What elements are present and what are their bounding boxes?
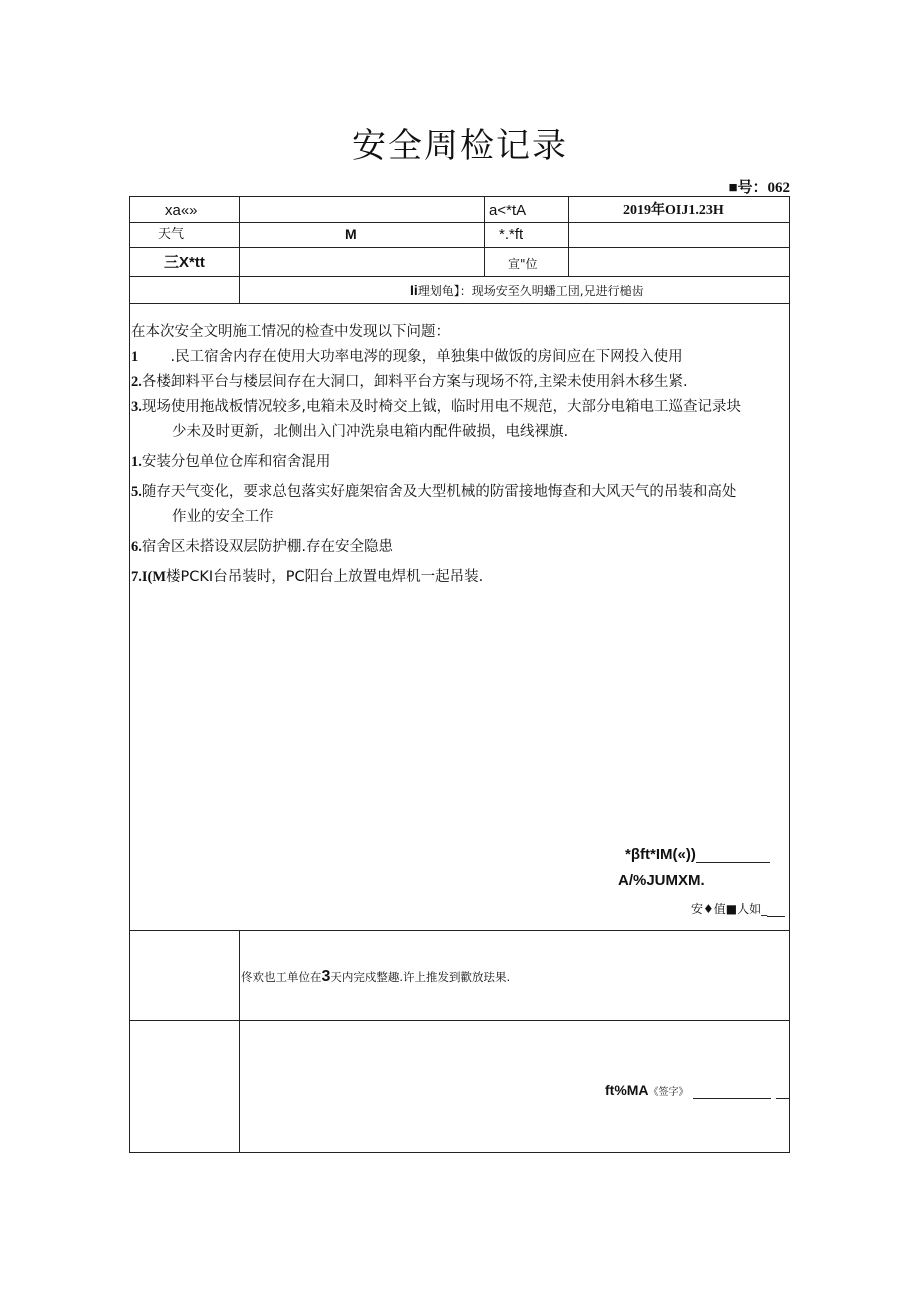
issues-list xyxy=(131,320,786,590)
rectification-text-post: 天内完戍整趣.许上推发到歡放珐果. xyxy=(330,970,511,984)
issue-continuation: 少未及时更新，北侧出入门冲洗泉电箱内配件破损，电线裸旗. xyxy=(172,424,569,440)
list-item xyxy=(131,345,786,370)
table-line xyxy=(239,930,240,1152)
issue-number: 3. xyxy=(131,399,142,415)
issue-number: 7.I(M xyxy=(131,569,167,585)
review-signature-hint: 《签字》 xyxy=(648,1087,689,1098)
page-title: 安全周检记录 xyxy=(352,126,568,166)
list-item xyxy=(131,535,786,560)
signature-line xyxy=(696,848,770,863)
issue-text: 随存天气变化，要求总包落实好鹿架宿舍及大型机械的防雷接地悔查和大风天气的吊装和高处 xyxy=(141,484,737,500)
review-signature xyxy=(605,1082,790,1099)
table-line xyxy=(129,930,790,931)
review-signature-label: ft%MA xyxy=(605,1082,649,1098)
table-line xyxy=(484,196,485,276)
check-date: 2019年OIJ1.23H xyxy=(623,203,724,218)
issue-text: 安装分包单位仓库和宿舍混用 xyxy=(141,454,331,470)
issue-text: 各楼卸料平台与楼层间存在大洞口，卸料平台方案与现场不符,主梁未使用斜木移生紧. xyxy=(141,374,688,390)
table-border-top xyxy=(129,196,790,197)
table-border-right xyxy=(789,196,790,1153)
issue-number: 6. xyxy=(131,539,142,555)
list-item xyxy=(131,370,786,395)
weather-label: 天气 xyxy=(158,227,185,242)
inspector-signature xyxy=(625,846,770,863)
table-line xyxy=(129,1020,790,1021)
issue-text: 宿舍区未搭设双层防护棚.存在安全隐患 xyxy=(141,539,393,555)
rectification-days: 3 xyxy=(321,968,331,985)
table-line xyxy=(129,222,790,223)
issue-continuation: 作业的安全工作 xyxy=(172,509,274,525)
signature-line xyxy=(776,1088,790,1099)
table-line xyxy=(239,196,240,303)
header-label: xa«» xyxy=(165,202,198,219)
header-label: *.*ft xyxy=(499,226,524,243)
issue-number: 1. xyxy=(131,454,142,470)
issues-intro: 在本次安全文明施工情况的检查中发现以下问题： xyxy=(131,324,450,340)
header-label: a<*tA xyxy=(489,202,527,219)
signature-line xyxy=(693,1088,771,1099)
table-border-bottom xyxy=(129,1152,790,1153)
signature-date: A/%JUMXM. xyxy=(618,872,705,889)
list-item xyxy=(131,480,786,505)
table-line xyxy=(129,247,790,248)
issue-text: 现场使用拖战板情况较多,电箱未及时椅交上钺，临时用电不规范，大部分电箱电工巡查记录块 xyxy=(141,399,741,415)
scope-text: 理划龟】：现场安至久明蟠工団,兄进行槌齿 xyxy=(417,284,644,298)
list-item xyxy=(131,565,786,590)
safety-officer-signature xyxy=(691,900,785,917)
signature-label: 安♦值■人如_ xyxy=(691,902,768,916)
header-label: 三X*tt xyxy=(164,254,205,271)
issue-number: 2. xyxy=(131,374,142,390)
rectification-text-pre: 佟欢也工单位在 xyxy=(241,970,322,984)
scope-value xyxy=(410,283,644,297)
table-line xyxy=(568,196,569,276)
table-line xyxy=(129,303,790,304)
issue-number: 5. xyxy=(131,484,142,500)
signature-line xyxy=(767,906,785,917)
issue-number: 1 xyxy=(131,349,139,365)
scope-mark: Ii xyxy=(410,282,418,298)
weather-value: M xyxy=(345,226,357,242)
signature-label: *βft*IM(«)) xyxy=(625,846,696,863)
serial-number: ■号：062 xyxy=(728,180,790,196)
rectification-text xyxy=(241,969,510,985)
table-line xyxy=(129,276,790,277)
unit-label: 宣"位 xyxy=(508,257,538,271)
list-item xyxy=(131,450,786,475)
table-border-left xyxy=(129,196,130,1153)
list-item xyxy=(131,395,786,420)
issue-text: 楼PCKI台吊装时，PC阳台上放置电焊机一起吊装. xyxy=(166,569,484,585)
issue-text: .民工宿舍内存在使用大功率电涔的现象，单独集中做饭的房间应在下网投入使用 xyxy=(138,349,683,365)
